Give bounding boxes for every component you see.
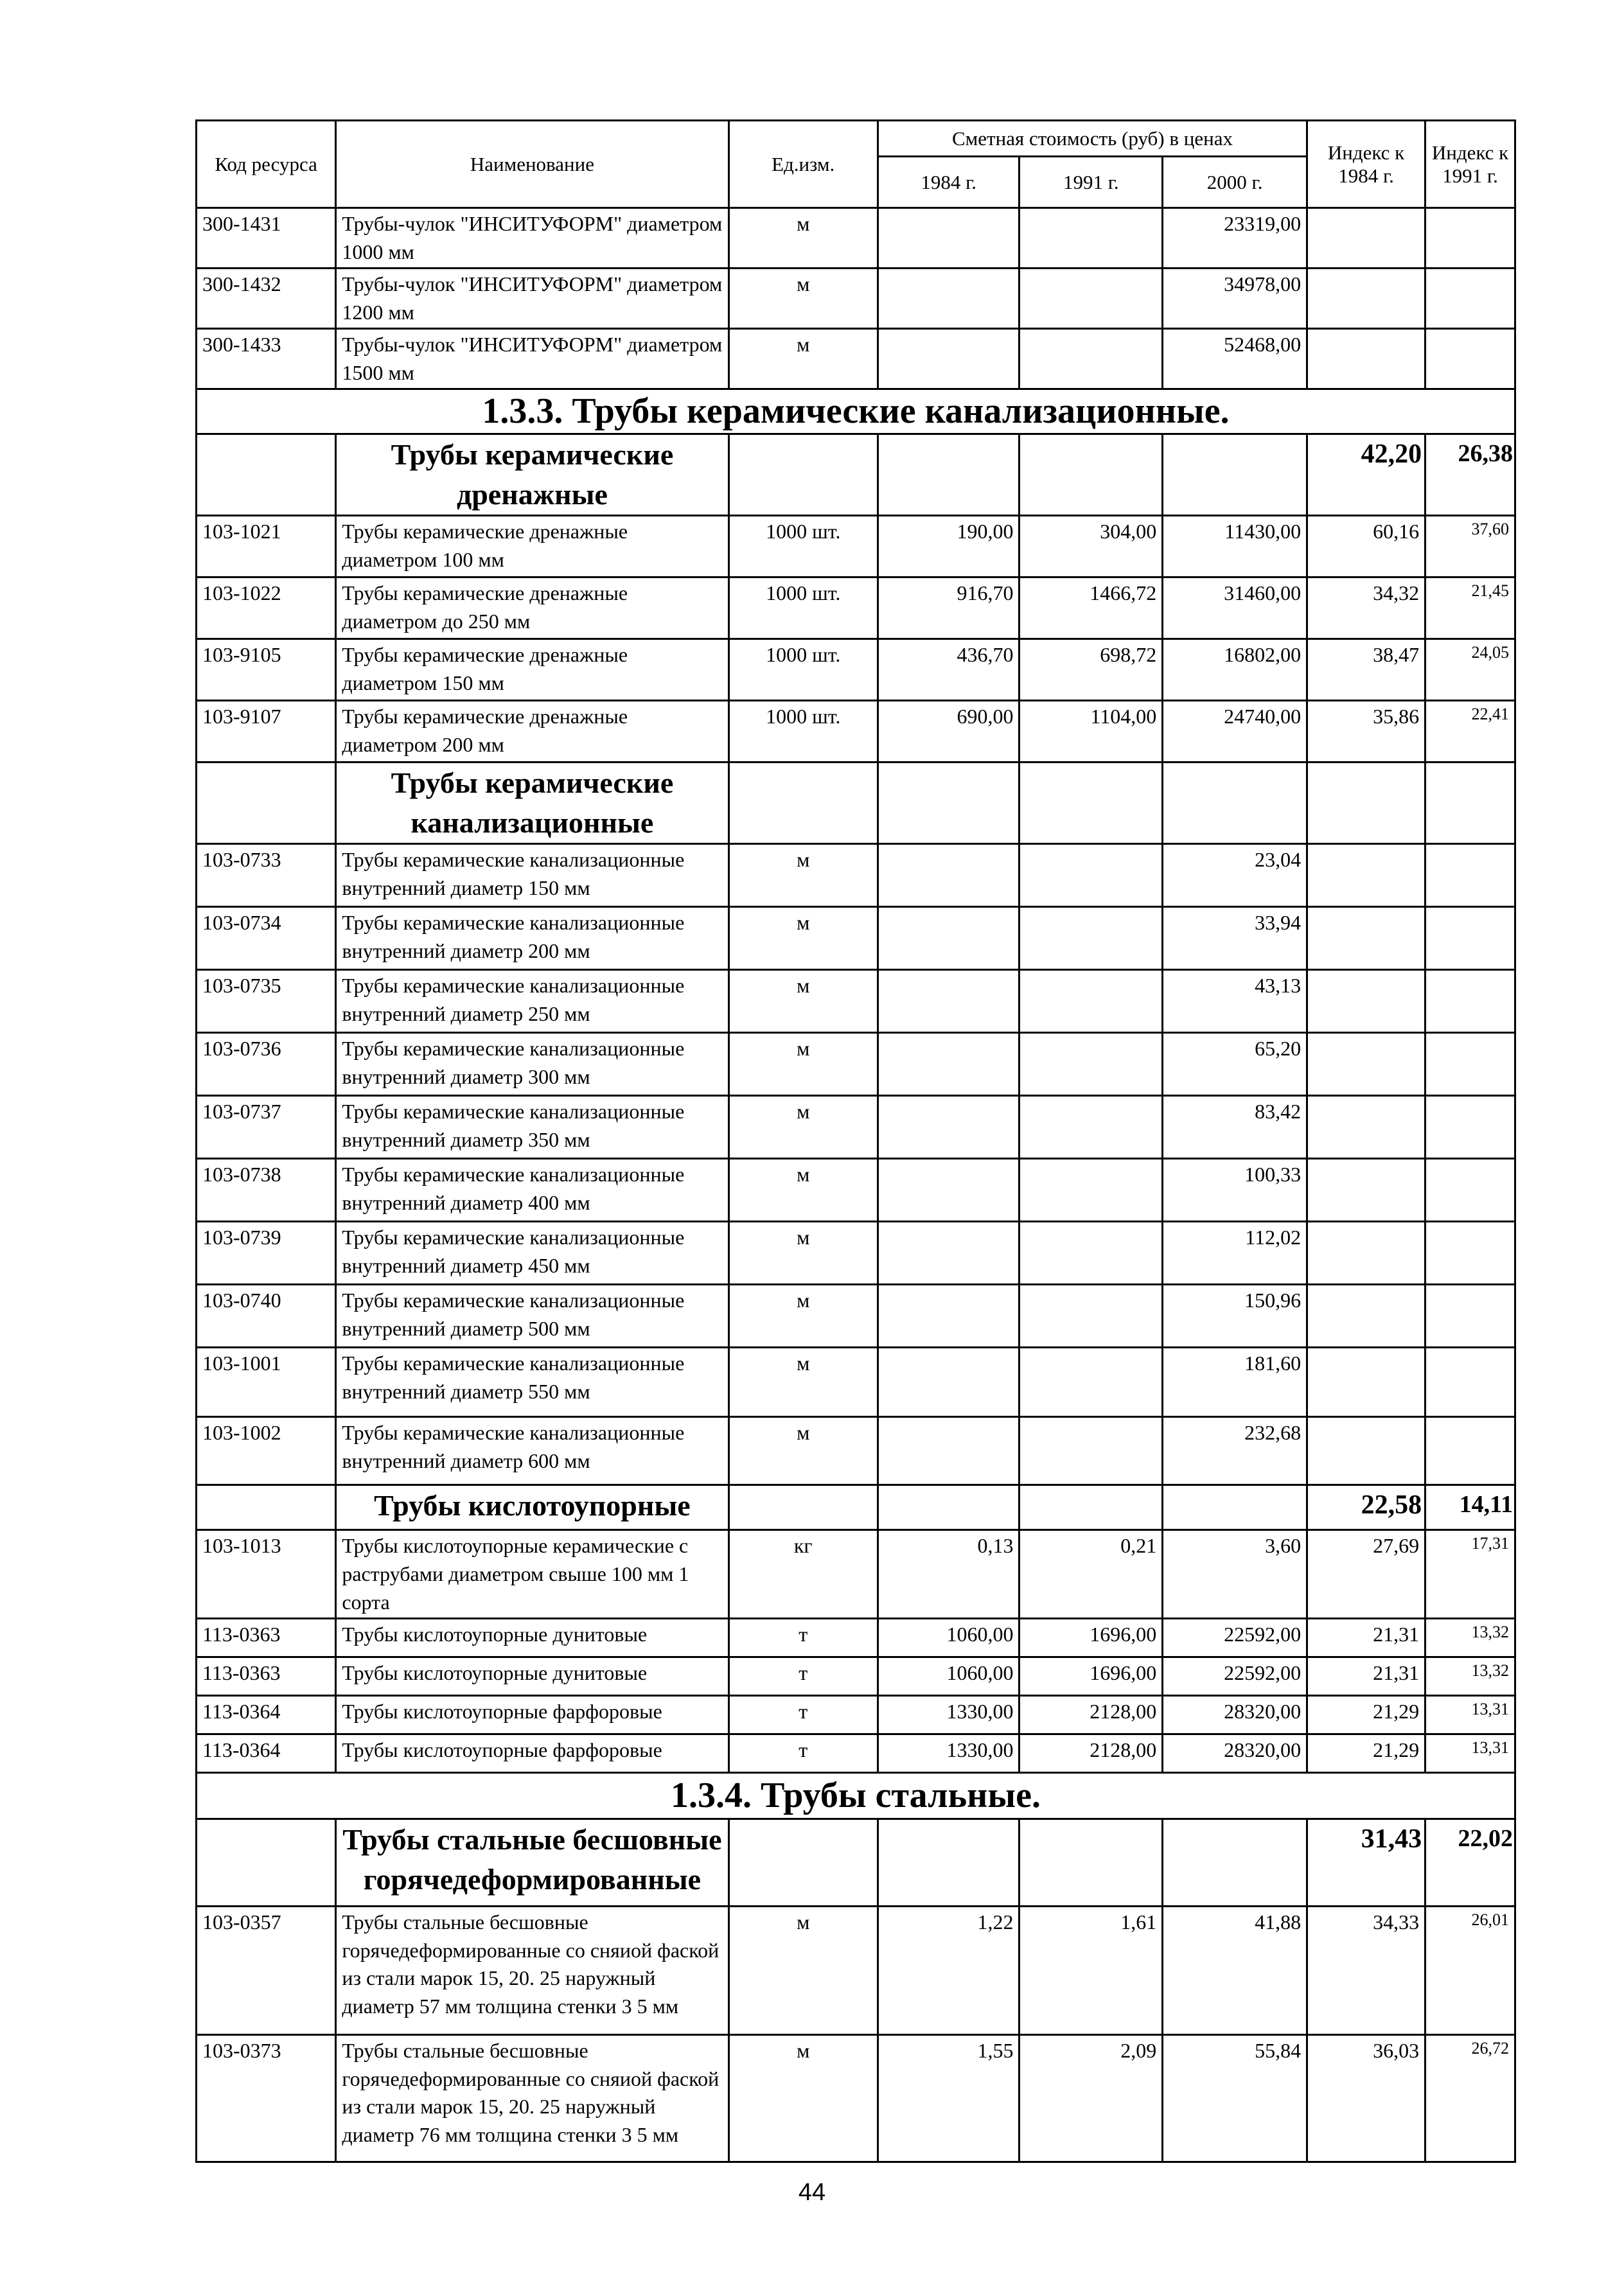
unit: м [728, 1033, 878, 1096]
resource-name: Трубы керамические канализационные внутренний диаметр 150 мм [336, 844, 728, 907]
resource-code: 103-0357 [197, 1907, 336, 2035]
resource-name: Трубы керамические канализационные внутренний диаметр 550 мм [336, 1348, 728, 1417]
section-title: 1.3.3. Трубы керамические канализационные. [197, 389, 1515, 434]
price-2000: 31460,00 [1163, 577, 1307, 639]
index-1991: 22,41 [1425, 701, 1515, 762]
price-2000: 150,96 [1163, 1285, 1307, 1348]
table-row [197, 1285, 1515, 1348]
resource-name: Трубы керамические дренажные диаметром 150 мм [336, 639, 728, 701]
resource-code: 300-1433 [197, 329, 336, 389]
unit: м [728, 1417, 878, 1485]
resource-code: 300-1431 [197, 208, 336, 269]
resource-name: Трубы-чулок "ИНСИТУФОРМ" диаметром 1500 мм [336, 329, 728, 389]
resource-code: 113-0364 [197, 1696, 336, 1734]
price-2000: 3,60 [1163, 1530, 1307, 1619]
price-2000: 55,84 [1163, 2035, 1307, 2162]
resource-name: Трубы керамические канализационные внутренний диаметр 250 мм [336, 970, 728, 1033]
header-unit: Ед.изм. [728, 121, 878, 208]
resource-code: 103-0734 [197, 907, 336, 970]
resource-name: Трубы керамические дренажные диаметром до 250 мм [336, 577, 728, 639]
resource-code: 113-0363 [197, 1657, 336, 1696]
index-1984: 21,31 [1307, 1619, 1425, 1657]
group-title: Трубы стальные бесшовные горячедеформированные [336, 1819, 728, 1907]
table-row [197, 577, 1515, 639]
index-1984: 21,31 [1307, 1657, 1425, 1696]
resource-name: Трубы керамические канализационные внутренний диаметр 300 мм [336, 1033, 728, 1096]
index-1991: 13,32 [1425, 1657, 1515, 1696]
index-1984: 38,47 [1307, 639, 1425, 701]
group-row [197, 1819, 1515, 1907]
resource-code: 103-0733 [197, 844, 336, 907]
price-1984: 690,00 [878, 701, 1019, 762]
price-2000: 24740,00 [1163, 701, 1307, 762]
price-table [195, 119, 1516, 2163]
unit: 1000 шт. [728, 577, 878, 639]
group-index-1984: 22,58 [1307, 1485, 1425, 1530]
resource-name: Трубы кислотоупорные дунитовые [336, 1619, 728, 1657]
resource-name: Трубы керамические канализационные внутренний диаметр 350 мм [336, 1096, 728, 1159]
group-index-1984: 42,20 [1307, 434, 1425, 516]
index-1991: 26,72 [1425, 2035, 1515, 2162]
unit: 1000 шт. [728, 639, 878, 701]
table-row [197, 1159, 1515, 1222]
resource-code: 103-1022 [197, 577, 336, 639]
price-1984: 1,55 [878, 2035, 1019, 2162]
unit: м [728, 844, 878, 907]
table-row [197, 269, 1515, 329]
resource-code: 103-0739 [197, 1222, 336, 1285]
index-1991: 13,31 [1425, 1734, 1515, 1773]
header-1991: 1991 г. [1019, 157, 1163, 208]
table-row [197, 1619, 1515, 1657]
resource-code: 103-0740 [197, 1285, 336, 1348]
resource-code: 300-1432 [197, 269, 336, 329]
resource-name: Трубы керамические дренажные диаметром 100 мм [336, 516, 728, 577]
index-1991: 26,01 [1425, 1907, 1515, 2035]
index-1984: 35,86 [1307, 701, 1425, 762]
unit: м [728, 1285, 878, 1348]
index-1984: 21,29 [1307, 1696, 1425, 1734]
price-2000: 16802,00 [1163, 639, 1307, 701]
index-1991: 17,31 [1425, 1530, 1515, 1619]
price-2000: 41,88 [1163, 1907, 1307, 2035]
resource-name: Трубы керамические дренажные диаметром 200 мм [336, 701, 728, 762]
unit: 1000 шт. [728, 516, 878, 577]
table-row [197, 970, 1515, 1033]
unit: т [728, 1696, 878, 1734]
table-row [197, 208, 1515, 269]
table-row [197, 1657, 1515, 1696]
unit: т [728, 1619, 878, 1657]
group-row [197, 434, 1515, 516]
group-index-1991: 22,02 [1425, 1819, 1515, 1907]
group-row [197, 1485, 1515, 1530]
price-2000: 112,02 [1163, 1222, 1307, 1285]
price-2000: 83,42 [1163, 1096, 1307, 1159]
resource-code: 103-0373 [197, 2035, 336, 2162]
group-index-1984: 31,43 [1307, 1819, 1425, 1907]
group-index-1991: 14,11 [1425, 1485, 1515, 1530]
price-2000: 33,94 [1163, 907, 1307, 970]
group-index-1991: 26,38 [1425, 434, 1515, 516]
resource-name: Трубы стальные бесшовные горячедеформированные со сняиой фаской из стали марок 15, 20. 25 наружный диаметр 76 мм толщина стенки 3 5 мм [336, 2035, 728, 2162]
table-row [197, 1222, 1515, 1285]
resource-code: 113-0364 [197, 1734, 336, 1773]
price-2000: 43,13 [1163, 970, 1307, 1033]
resource-name: Трубы стальные бесшовные горячедеформированные со сняиой фаской из стали марок 15, 20. 25 наружный диаметр 57 мм толщина стенки 3 5 мм [336, 1907, 728, 2035]
price-1991: 304,00 [1019, 516, 1163, 577]
header-cost-group: Сметная стоимость (руб) в ценах [878, 121, 1307, 157]
unit: м [728, 1907, 878, 2035]
unit: т [728, 1734, 878, 1773]
section-heading-row [197, 389, 1515, 434]
header-code: Код ресурса [197, 121, 336, 208]
resource-code: 113-0363 [197, 1619, 336, 1657]
price-2000: 232,68 [1163, 1417, 1307, 1485]
resource-name: Трубы кислотоупорные фарфоровые [336, 1734, 728, 1773]
table-row [197, 1696, 1515, 1734]
unit: м [728, 329, 878, 389]
unit: т [728, 1657, 878, 1696]
price-1991: 2,09 [1019, 2035, 1163, 2162]
resource-name: Трубы кислотоупорные дунитовые [336, 1657, 728, 1696]
price-2000: 100,33 [1163, 1159, 1307, 1222]
price-2000: 34978,00 [1163, 269, 1307, 329]
resource-code: 103-9107 [197, 701, 336, 762]
price-1991: 0,21 [1019, 1530, 1163, 1619]
resource-code: 103-9105 [197, 639, 336, 701]
index-1984: 34,33 [1307, 1907, 1425, 2035]
table-row [197, 1530, 1515, 1619]
price-1984: 916,70 [878, 577, 1019, 639]
index-1984: 36,03 [1307, 2035, 1425, 2162]
unit: м [728, 208, 878, 269]
resource-name: Трубы керамические канализационные внутренний диаметр 500 мм [336, 1285, 728, 1348]
index-1991: 24,05 [1425, 639, 1515, 701]
unit: м [728, 1222, 878, 1285]
price-2000: 22592,00 [1163, 1657, 1307, 1696]
unit: 1000 шт. [728, 701, 878, 762]
table-row [197, 1033, 1515, 1096]
index-1984: 27,69 [1307, 1530, 1425, 1619]
price-1991: 1696,00 [1019, 1657, 1163, 1696]
price-2000: 65,20 [1163, 1033, 1307, 1096]
price-2000: 52468,00 [1163, 329, 1307, 389]
group-title: Трубы керамические дренажные [336, 434, 728, 516]
resource-name: Трубы-чулок "ИНСИТУФОРМ" диаметром 1200 мм [336, 269, 728, 329]
price-1991: 1696,00 [1019, 1619, 1163, 1657]
page-number: 44 [798, 2179, 826, 2206]
resource-name: Трубы керамические канализационные внутренний диаметр 200 мм [336, 907, 728, 970]
index-1984: 60,16 [1307, 516, 1425, 577]
header-2000: 2000 г. [1163, 157, 1307, 208]
group-title: Трубы кислотоупорные [336, 1485, 728, 1530]
price-1984: 1060,00 [878, 1657, 1019, 1696]
table-row [197, 516, 1515, 577]
table-row [197, 639, 1515, 701]
price-1991: 2128,00 [1019, 1734, 1163, 1773]
price-2000: 28320,00 [1163, 1734, 1307, 1773]
price-1991: 698,72 [1019, 639, 1163, 701]
unit: кг [728, 1530, 878, 1619]
price-1991: 1104,00 [1019, 701, 1163, 762]
price-1984: 1330,00 [878, 1696, 1019, 1734]
index-1984: 34,32 [1307, 577, 1425, 639]
price-2000: 23319,00 [1163, 208, 1307, 269]
price-1991: 2128,00 [1019, 1696, 1163, 1734]
price-1984: 436,70 [878, 639, 1019, 701]
resource-code: 103-1013 [197, 1530, 336, 1619]
table-row [197, 1734, 1515, 1773]
price-2000: 28320,00 [1163, 1696, 1307, 1734]
price-1984: 0,13 [878, 1530, 1019, 1619]
group-title: Трубы керамические канализационные [336, 762, 728, 844]
table-row [197, 1907, 1515, 2035]
unit: м [728, 907, 878, 970]
resource-code: 103-1002 [197, 1417, 336, 1485]
resource-code: 103-0737 [197, 1096, 336, 1159]
table-row [197, 329, 1515, 389]
index-1984: 21,29 [1307, 1734, 1425, 1773]
table-row [197, 701, 1515, 762]
index-1991: 13,32 [1425, 1619, 1515, 1657]
section-title: 1.3.4. Трубы стальные. [197, 1773, 1515, 1819]
resource-name: Трубы кислотоупорные керамические с раструбами диаметром свыше 100 мм 1 сорта [336, 1530, 728, 1619]
price-1984: 190,00 [878, 516, 1019, 577]
table-row [197, 2035, 1515, 2162]
header-index-1984: Индекс к 1984 г. [1307, 121, 1425, 208]
unit: м [728, 1096, 878, 1159]
resource-name: Трубы керамические канализационные внутренний диаметр 450 мм [336, 1222, 728, 1285]
price-1991: 1,61 [1019, 1907, 1163, 2035]
resource-code: 103-1021 [197, 516, 336, 577]
header-name: Наименование [336, 121, 728, 208]
unit: м [728, 269, 878, 329]
group-row [197, 762, 1515, 844]
header-1984: 1984 г. [878, 157, 1019, 208]
price-1984: 1060,00 [878, 1619, 1019, 1657]
resource-name: Трубы кислотоупорные фарфоровые [336, 1696, 728, 1734]
resource-name: Трубы керамические канализационные внутренний диаметр 600 мм [336, 1417, 728, 1485]
header-index-1991: Индекс к 1991 г. [1425, 121, 1515, 208]
resource-code: 103-0735 [197, 970, 336, 1033]
index-1991: 21,45 [1425, 577, 1515, 639]
resource-name: Трубы-чулок "ИНСИТУФОРМ" диаметром 1000 мм [336, 208, 728, 269]
price-1991: 1466,72 [1019, 577, 1163, 639]
table-row [197, 1096, 1515, 1159]
unit: м [728, 1159, 878, 1222]
price-2000: 23,04 [1163, 844, 1307, 907]
resource-code: 103-0738 [197, 1159, 336, 1222]
unit: м [728, 2035, 878, 2162]
resource-code: 103-1001 [197, 1348, 336, 1417]
price-1984: 1330,00 [878, 1734, 1019, 1773]
price-2000: 181,60 [1163, 1348, 1307, 1417]
table-row [197, 844, 1515, 907]
price-2000: 22592,00 [1163, 1619, 1307, 1657]
price-1984: 1,22 [878, 1907, 1019, 2035]
table-row [197, 1417, 1515, 1485]
resource-name: Трубы керамические канализационные внутренний диаметр 400 мм [336, 1159, 728, 1222]
table-row [197, 1348, 1515, 1417]
section-heading-row [197, 1773, 1515, 1819]
price-2000: 11430,00 [1163, 516, 1307, 577]
unit: м [728, 970, 878, 1033]
index-1991: 37,60 [1425, 516, 1515, 577]
unit: м [728, 1348, 878, 1417]
table-row [197, 907, 1515, 970]
index-1991: 13,31 [1425, 1696, 1515, 1734]
resource-code: 103-0736 [197, 1033, 336, 1096]
